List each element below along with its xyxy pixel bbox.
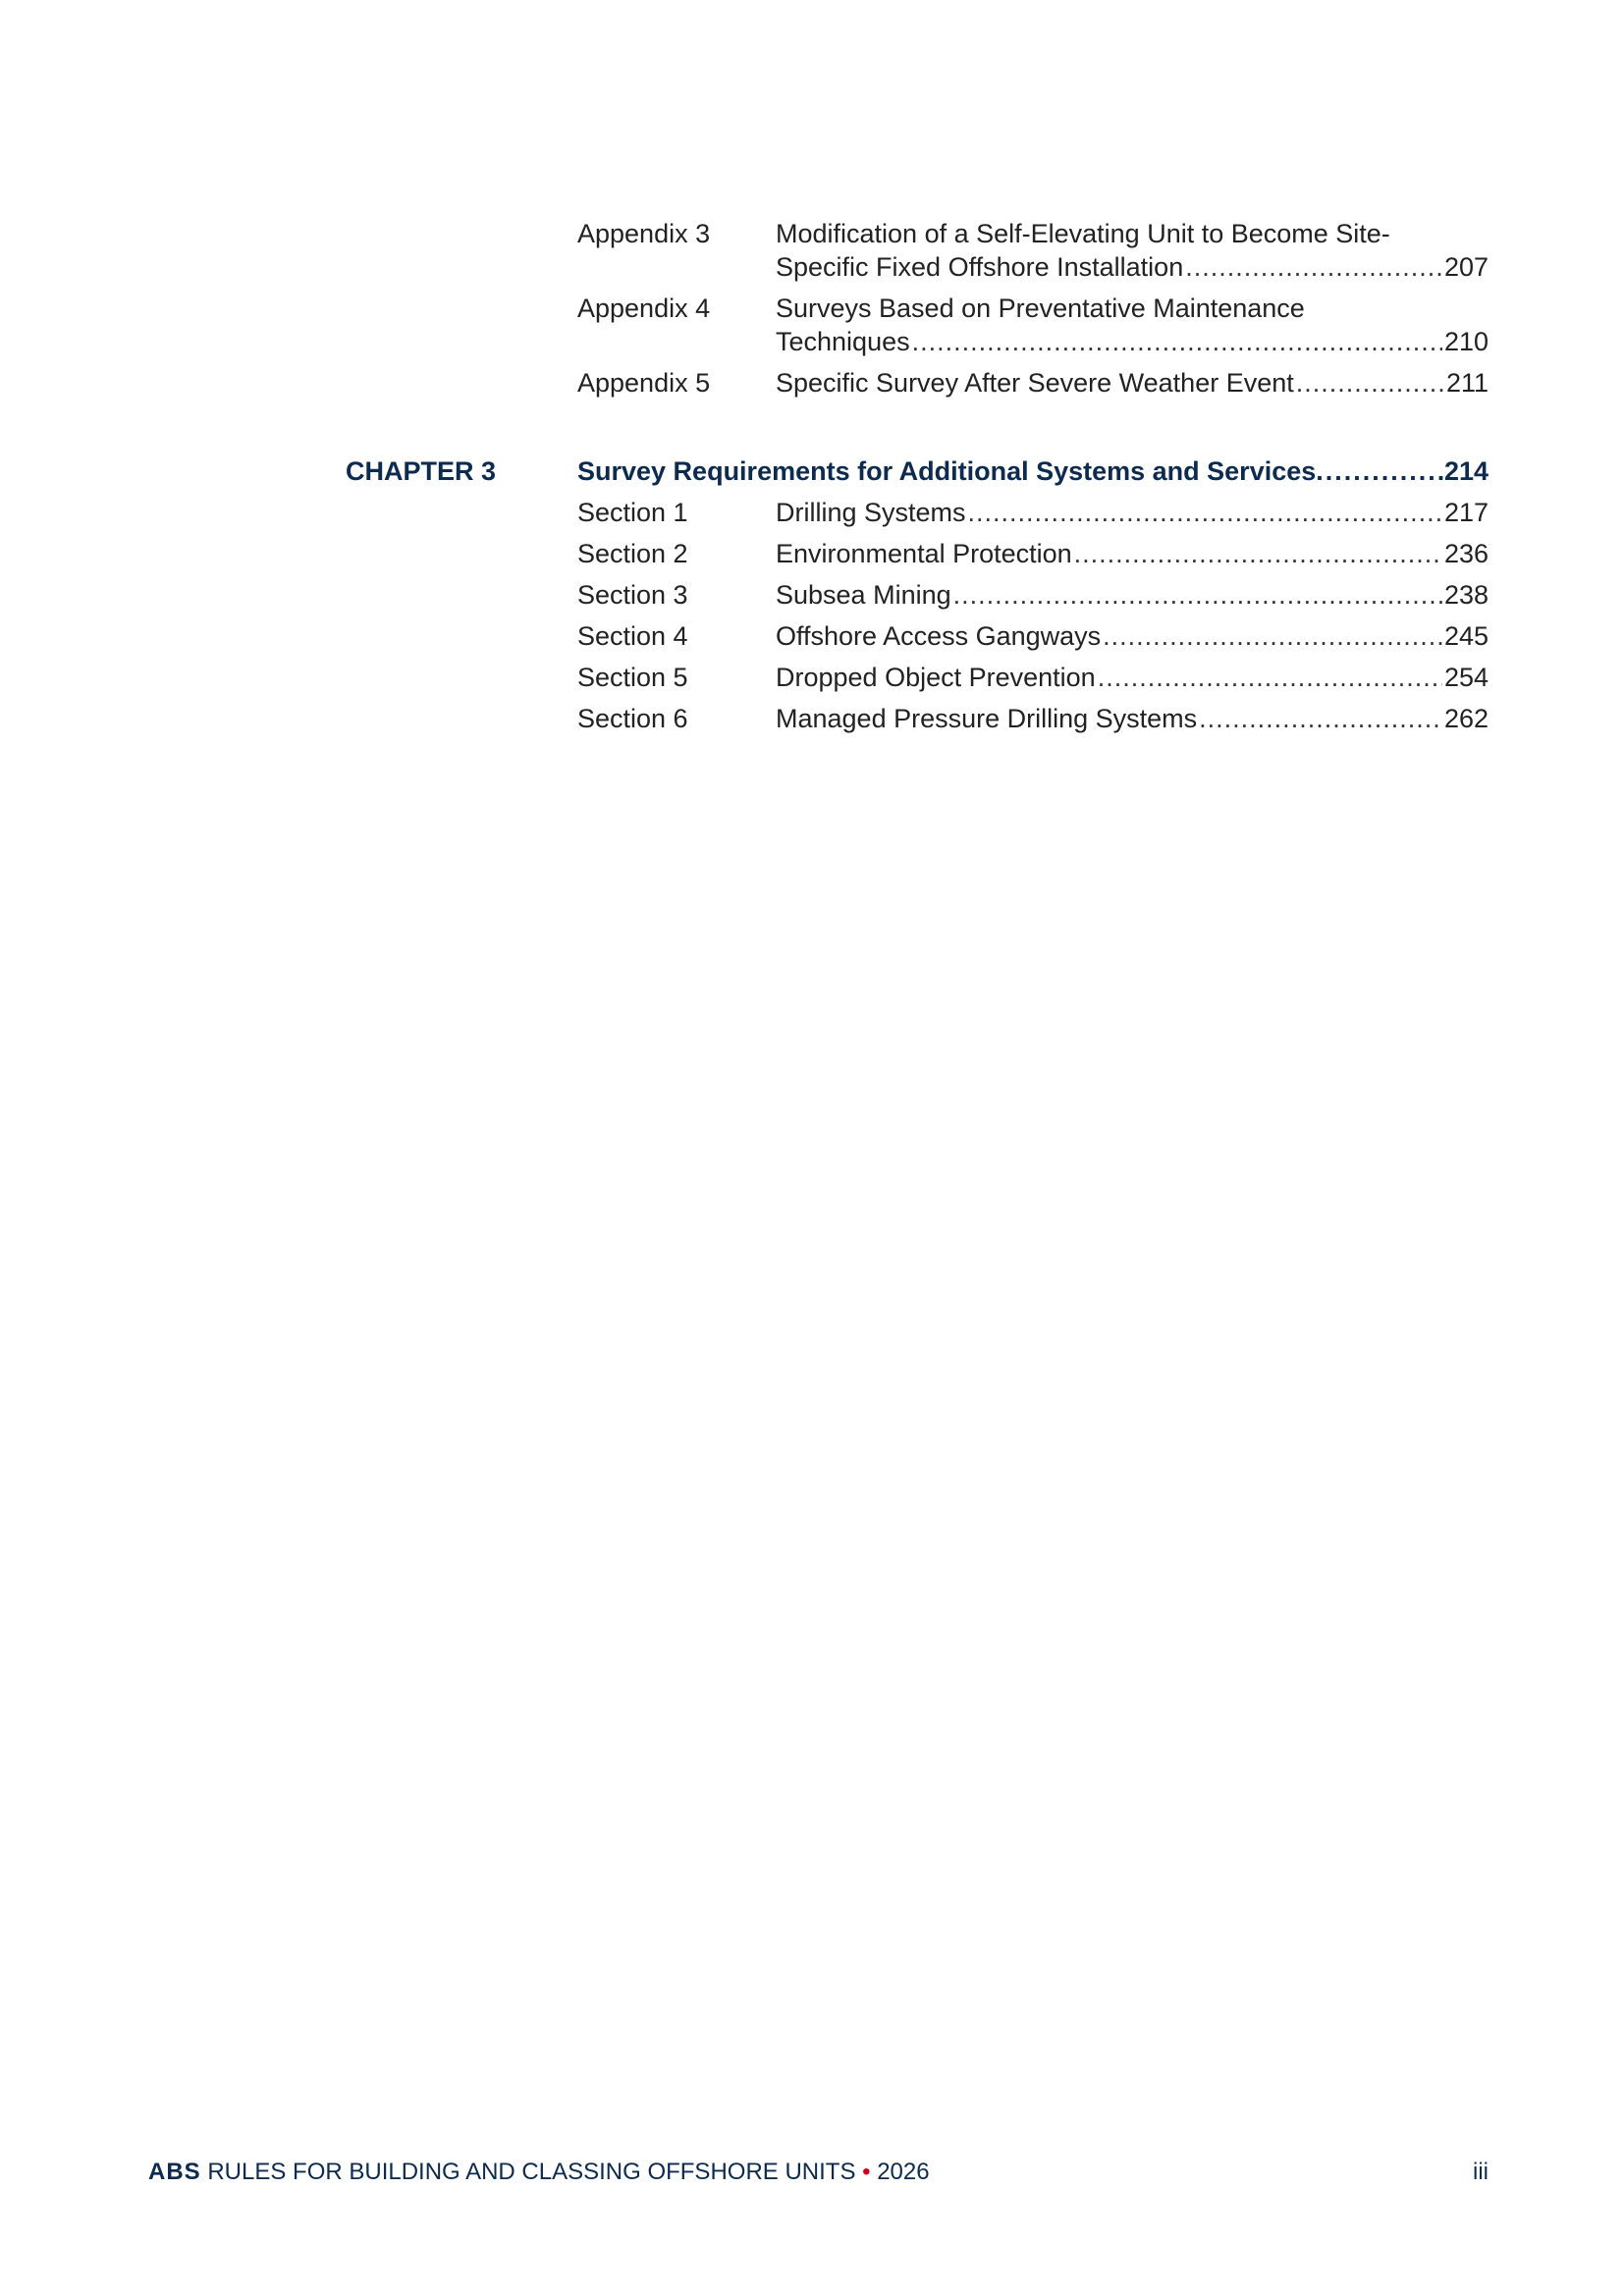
toc-entry-title-line: Surveys Based on Preventative Maintenance <box>776 294 1305 323</box>
dot-leader <box>1103 619 1442 653</box>
footer-year: 2026 <box>877 2159 930 2185</box>
toc-entry-title-line: Modification of a Self-Elevating Unit to Become Site- <box>776 219 1390 248</box>
toc-page-number: 207 <box>1443 252 1489 282</box>
footer-title <box>148 2159 930 2186</box>
footer-publication-title: RULES FOR BUILDING AND CLASSING OFFSHORE UNITS <box>207 2159 856 2185</box>
dot-leader <box>953 578 1442 612</box>
page-number: iii <box>1473 2159 1489 2185</box>
toc-entry-title-line: Subsea Mining ..... 238 <box>776 578 1489 612</box>
toc-page-number: 217 <box>1443 498 1489 527</box>
dot-leader <box>968 496 1442 529</box>
toc-entry-title-line: Dropped Object Prevention ..... 254 <box>776 661 1489 694</box>
toc-entry-label: Section 4 <box>577 621 688 651</box>
chapter-title-line: Survey Requirements for Additional Systems and Services ..... 214 <box>577 454 1489 488</box>
toc-entry-label: Section 1 <box>577 498 688 527</box>
toc-entry-title-line: Drilling Systems ..... 217 <box>776 496 1489 529</box>
dot-leader <box>1074 537 1442 570</box>
toc-page-number: 211 <box>1445 368 1489 398</box>
toc-entry-title-line: Specific Survey After Severe Weather Event ..... 211 <box>776 366 1489 400</box>
toc-entry-title-line: Environmental Protection ..... 236 <box>776 537 1489 570</box>
toc-page-number: 245 <box>1443 621 1489 651</box>
toc-entry-title-line: Offshore Access Gangways ..... 245 <box>776 619 1489 653</box>
page-footer <box>148 2159 1489 2192</box>
footer-bullet: • <box>862 2159 871 2185</box>
toc-entry-label: Section 3 <box>577 580 688 610</box>
dot-leader <box>912 325 1442 358</box>
toc-entry-label: Section 5 <box>577 663 688 692</box>
toc-page-number: 236 <box>1443 539 1489 568</box>
dot-leader <box>1185 250 1442 284</box>
dot-leader <box>1316 454 1444 488</box>
toc-page-number: 214 <box>1443 456 1489 486</box>
toc-entry-label: Section 6 <box>577 704 688 733</box>
dot-leader <box>1296 366 1444 400</box>
toc-page-number: 254 <box>1443 663 1489 692</box>
chapter-label: CHAPTER 3 <box>346 456 497 486</box>
brand-logo-text: ABS <box>148 2159 201 2185</box>
dot-leader <box>1098 661 1442 694</box>
dot-leader <box>1199 702 1442 735</box>
toc-entry-label: Appendix 3 <box>577 219 711 248</box>
toc-page-number: 262 <box>1443 704 1489 733</box>
toc-entry-label: Appendix 4 <box>577 294 711 323</box>
toc-entry-label: Section 2 <box>577 539 688 568</box>
toc-entry-title-line: Specific Fixed Offshore Installation ..... 207 <box>776 250 1489 284</box>
toc-page-number: 210 <box>1443 327 1489 356</box>
toc-entry-label: Appendix 5 <box>577 368 711 398</box>
toc-entry-title-line: Techniques ..... 210 <box>776 325 1489 358</box>
toc-entry-title-line: Managed Pressure Drilling Systems ..... 262 <box>776 702 1489 735</box>
toc-page-number: 238 <box>1443 580 1489 610</box>
